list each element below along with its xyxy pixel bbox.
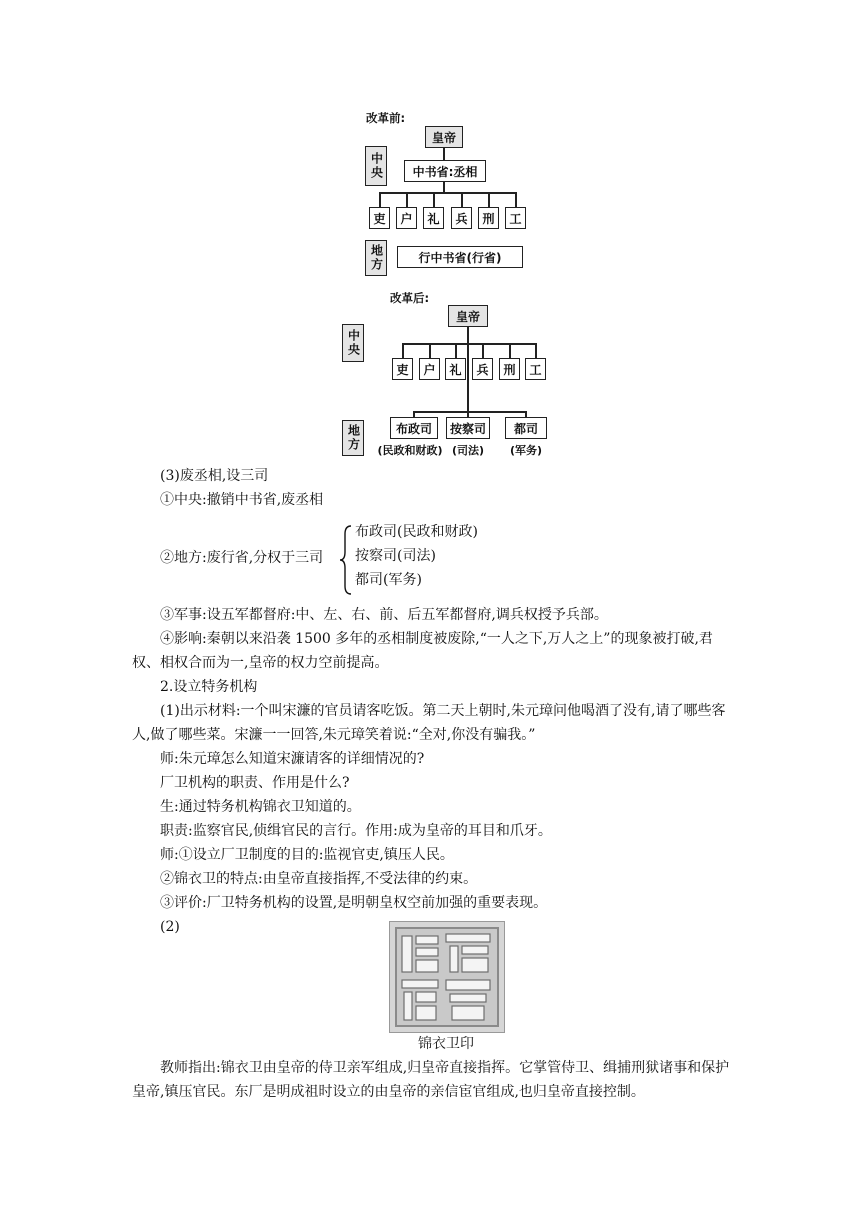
curly-brace-icon xyxy=(339,524,353,596)
text-impact: ④影响:秦朝以来沿袭 1500 多年的丞相制度被废除,“一人之下,万人之上”的现象被打破,君权、相权合而为一,皇帝的权力空前提高。 xyxy=(132,631,713,671)
text-student-answer: 生:通过特务机构锦衣卫知道的。 xyxy=(160,799,361,815)
heading-secret-agency: 2.设立特务机构 xyxy=(160,679,258,695)
text-feature: ②锦衣卫的特点:由皇帝直接指挥,不受法律的约束。 xyxy=(160,871,478,887)
after-ministry-box: 户 xyxy=(419,358,440,380)
three-offices-item: 按察司(司法) xyxy=(355,548,436,564)
text-central: ①中央:撤销中书省,废丞相 xyxy=(160,492,324,508)
before-ministry-box: 兵 xyxy=(451,207,472,229)
after-office-caption: (民政和财政) xyxy=(377,444,443,457)
after-emperor-box: 皇帝 xyxy=(448,305,488,327)
after-office-box: 布政司 xyxy=(390,417,438,439)
diagram-before-title: 改革前: xyxy=(366,111,406,125)
text-teacher-note: 教师指出:锦衣卫由皇帝的侍卫亲军组成,归皇帝直接指挥。它掌管侍卫、缉捕刑狱诸事和保护皇帝,镇压官民。东厂是明成祖时设立的由皇帝的亲信宦官组成,也归皇帝直接控制。 xyxy=(132,1060,730,1100)
text-local-prefix: ②地方:废行省,分权于三司 xyxy=(160,550,324,566)
before-ministry-box: 礼 xyxy=(423,207,444,229)
text-material: (1)出示材料:一个叫宋濂的官员请客吃饭。第二天上朝时,朱元璋问他喝酒了没有,请了哪些客人,做了哪些菜。宋濂一一回答,朱元璋笑着说:“全对,你没有骗我。” xyxy=(132,703,726,743)
after-ministry-box: 吏 xyxy=(392,358,413,380)
before-ministry-box: 工 xyxy=(505,207,526,229)
after-ministry-box: 工 xyxy=(525,358,546,380)
before-ministry-box: 刑 xyxy=(478,207,499,229)
diagram-after-title: 改革后: xyxy=(390,291,430,305)
after-central-label: 中央 xyxy=(342,324,364,362)
three-offices-item: 都司(军务) xyxy=(355,572,422,588)
after-ministry-box: 礼 xyxy=(445,358,466,380)
after-office-box: 按察司 xyxy=(446,417,490,439)
before-province-box: 行中书省(行省) xyxy=(397,246,523,268)
three-offices-item: 布政司(民政和财政) xyxy=(355,524,478,540)
before-emperor-box: 皇帝 xyxy=(425,126,463,148)
after-office-caption: (军务) xyxy=(509,444,543,457)
before-secretariat-box: 中书省:丞相 xyxy=(404,160,486,182)
before-ministry-box: 吏 xyxy=(369,207,390,229)
before-ministry-box: 户 xyxy=(396,207,417,229)
heading-abolish-chancellor: (3)废丞相,设三司 xyxy=(160,468,269,484)
text-duty: 职责:监察官民,侦缉官民的言行。作用:成为皇帝的耳目和爪牙。 xyxy=(160,823,552,839)
after-office-box: 都司 xyxy=(505,417,547,439)
before-central-label: 中央 xyxy=(365,146,387,186)
seal-caption: 锦衣卫印 xyxy=(418,1036,474,1052)
after-office-caption: (司法) xyxy=(451,444,485,457)
after-ministry-box: 兵 xyxy=(472,358,493,380)
text-military: ③军事:设五军都督府:中、左、右、前、后五军都督府,调兵权授予兵部。 xyxy=(160,607,608,623)
text-item-2: (2) xyxy=(160,919,180,935)
text-teacher-question: 师:朱元璋怎么知道宋濂请客的详细情况的? xyxy=(160,751,425,767)
text-question: 厂卫机构的职责、作用是什么? xyxy=(160,775,350,791)
seal-image xyxy=(389,921,505,1033)
after-local-label: 地方 xyxy=(342,420,364,456)
text-purpose: 师:①设立厂卫制度的目的:监视官吏,镇压人民。 xyxy=(160,847,454,863)
before-local-label: 地方 xyxy=(365,240,387,276)
text-evaluation: ③评价:厂卫特务机构的设置,是明朝皇权空前加强的重要表现。 xyxy=(160,895,548,911)
after-ministry-box: 刑 xyxy=(499,358,520,380)
